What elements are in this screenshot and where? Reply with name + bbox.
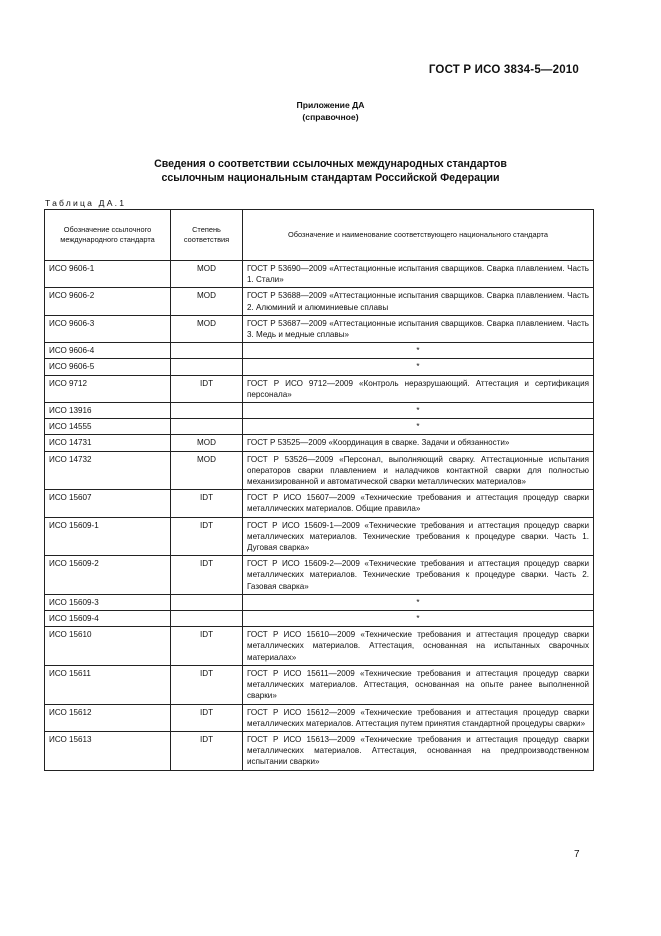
cell-degree [171,343,243,359]
cell-intl-standard: ИСО 15609-3 [45,594,171,610]
cell-national-standard: ГОСТ Р 53526—2009 «Персонал, выполняющий сварку. Аттестационные испытания операторов сварки плавлением и наладчиков контактной сварки для полностью механизированной и автоматической сварки металлических материалов» [243,451,594,490]
cell-national-standard: * [243,403,594,419]
cell-intl-standard: ИСО 9606-2 [45,288,171,315]
cell-degree: MOD [171,435,243,451]
cell-intl-standard: ИСО 9606-3 [45,315,171,342]
cell-national-standard: ГОСТ Р ИСО 15607—2009 «Технические требования и аттестация процедур сварки металлических материалов. Общие правила» [243,490,594,517]
cell-degree: IDT [171,490,243,517]
cell-national-standard: * [243,359,594,375]
table-row [45,288,594,315]
cell-intl-standard: ИСО 15611 [45,665,171,704]
cell-degree [171,611,243,627]
cell-intl-standard: ИСО 15609-4 [45,611,171,627]
table-row [45,611,594,627]
cell-degree: IDT [171,375,243,402]
table-row [45,419,594,435]
table-row [45,359,594,375]
page-number: 7 [574,849,580,860]
cell-national-standard: ГОСТ Р 53688—2009 «Аттестационные испытания сварщиков. Сварка плавлением. Часть 2. Алюминий и алюминиевые сплавы [243,288,594,315]
cell-degree: MOD [171,315,243,342]
table-row [45,451,594,490]
table-row [45,343,594,359]
cell-intl-standard: ИСО 15609-2 [45,556,171,595]
cell-degree: IDT [171,665,243,704]
column-header-intl: Обозначение ссылочного международного стандарта [45,210,171,261]
cell-national-standard: ГОСТ Р ИСО 15613—2009 «Технические требования и аттестация процедур сварки металлических материалов. Аттестация, основанная на предпроизводственном испытании сварки» [243,731,594,770]
document-code-header: ГОСТ Р ИСО 3834-5—2010 [428,64,579,76]
cell-intl-standard: ИСО 9606-4 [45,343,171,359]
table-row [45,594,594,610]
cell-degree [171,403,243,419]
table-row [45,704,594,731]
table-row [45,261,594,288]
annex-title: Приложение ДА [296,100,365,110]
cell-intl-standard: ИСО 9712 [45,375,171,402]
cell-national-standard: * [243,343,594,359]
cell-intl-standard: ИСО 15613 [45,731,171,770]
cell-degree [171,594,243,610]
cell-intl-standard: ИСО 14731 [45,435,171,451]
column-header-degree: Степень соответствия [171,210,243,261]
cell-degree: IDT [171,704,243,731]
annex-heading [0,99,661,123]
cell-degree: IDT [171,517,243,556]
cell-national-standard: ГОСТ Р ИСО 9712—2009 «Контроль неразрушающий. Аттестация и сертификация персонала» [243,375,594,402]
cell-intl-standard: ИСО 15609-1 [45,517,171,556]
cell-national-standard: ГОСТ Р ИСО 15610—2009 «Технические требования и аттестация процедур сварки металлических материалов. Аттестация, основанная на испытанных сварочных материалах» [243,627,594,666]
cell-degree: IDT [171,627,243,666]
section-title [0,157,661,185]
cell-degree [171,419,243,435]
cell-degree: MOD [171,451,243,490]
cell-national-standard: ГОСТ Р ИСО 15609-1—2009 «Технические требования и аттестация процедур сварки металлических материалов. Технические требования к процедуре сварки. Часть 1. Дуговая сварка» [243,517,594,556]
cell-intl-standard: ИСО 15612 [45,704,171,731]
cell-degree: IDT [171,731,243,770]
cell-national-standard: * [243,594,594,610]
table-row [45,435,594,451]
table-row [45,556,594,595]
table-row [45,403,594,419]
cell-intl-standard: ИСО 14732 [45,451,171,490]
cell-degree: MOD [171,288,243,315]
cell-degree: IDT [171,556,243,595]
correspondence-table [44,209,594,771]
cell-intl-standard: ИСО 15610 [45,627,171,666]
cell-national-standard: ГОСТ Р ИСО 15609-2—2009 «Технические требования и аттестация процедур сварки металлических материалов. Технические требования к процедуре сварки. Часть 2. Газовая сварка» [243,556,594,595]
cell-national-standard: ГОСТ Р 53690—2009 «Аттестационные испытания сварщиков. Сварка плавлением. Часть 1. Стали» [243,261,594,288]
cell-intl-standard: ИСО 14555 [45,419,171,435]
table-row [45,627,594,666]
column-header-national: Обозначение и наименование соответствующего национального стандарта [243,210,594,261]
cell-intl-standard: ИСО 9606-5 [45,359,171,375]
table-row [45,731,594,770]
table-row [45,490,594,517]
table-body [45,261,594,771]
table-row [45,315,594,342]
table-row [45,665,594,704]
cell-degree [171,359,243,375]
cell-intl-standard: ИСО 9606-1 [45,261,171,288]
cell-national-standard: ГОСТ Р ИСО 15612—2009 «Технические требования и аттестация процедур сварки металлических материалов. Аттестация путем принятия стандартной процедуры сварки» [243,704,594,731]
cell-national-standard: ГОСТ Р ИСО 15611—2009 «Технические требования и аттестация процедур сварки металлических материалов. Аттестация, основанная на опыте ранее выполненной сварки» [243,665,594,704]
cell-degree: MOD [171,261,243,288]
section-title-line-1: Сведения о соответствии ссылочных международных стандартов [154,158,507,170]
cell-national-standard: * [243,611,594,627]
cell-national-standard: ГОСТ Р 53525—2009 «Координация в сварке. Задачи и обязанности» [243,435,594,451]
cell-intl-standard: ИСО 13916 [45,403,171,419]
table-row [45,375,594,402]
cell-national-standard: * [243,419,594,435]
section-title-line-2: ссылочным национальным стандартам Российской Федерации [161,172,500,184]
cell-national-standard: ГОСТ Р 53687—2009 «Аттестационные испытания сварщиков. Сварка плавлением. Часть 3. Медь и медные сплавы» [243,315,594,342]
table-row [45,517,594,556]
table-caption: Таблица ДА.1 [45,198,127,208]
annex-subtitle: (справочное) [302,112,359,122]
cell-intl-standard: ИСО 15607 [45,490,171,517]
table-header-row [45,210,594,261]
